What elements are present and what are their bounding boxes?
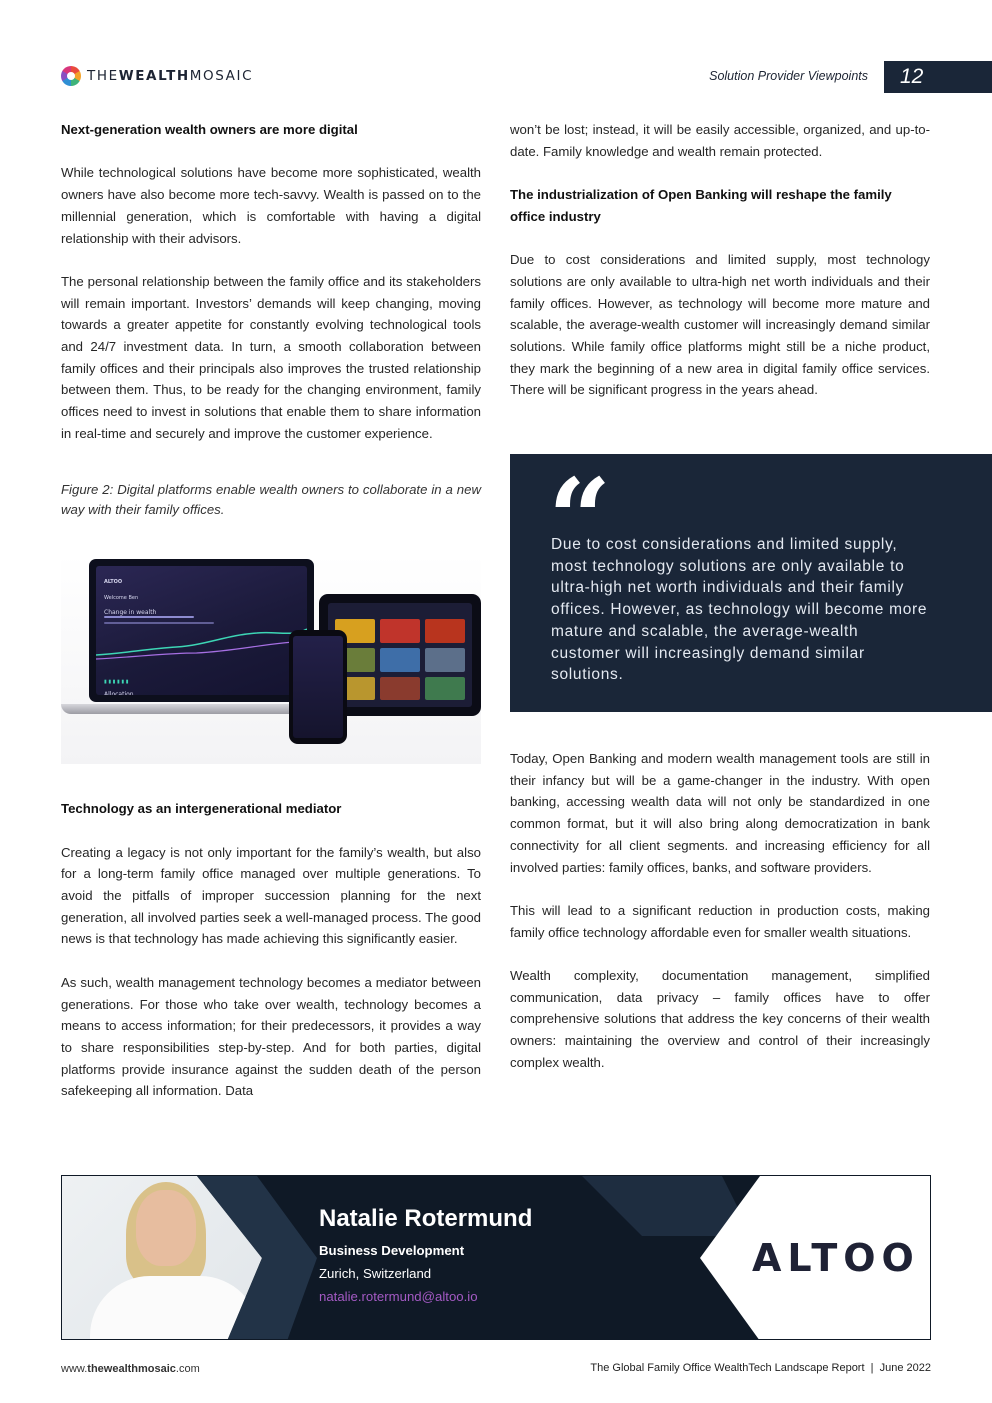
altoo-logo: ALTOO (752, 1236, 920, 1280)
paragraph: Creating a legacy is not only important for the family’s wealth, but also for a long-term family office managed over multiple generations. To avoid the pitfalls of improper succession planning for the next generation, all involved parties seek a well-managed process. The good news is that technology has made achieving this significantly easier. (61, 844, 481, 947)
laptop-change: Change in wealth (104, 609, 157, 617)
footer-url-link[interactable] (61, 1363, 200, 1375)
heading-intergenerational: Technology as an intergenerational mediator (61, 801, 342, 817)
footer-report-title: The Global Family Office WealthTech Landscape Report | June 2022 (590, 1362, 931, 1374)
contact-role: Business Development (319, 1243, 465, 1258)
logo-text-bold: WEALTH (118, 68, 190, 84)
page-number: 12 (884, 61, 992, 93)
paragraph: As such, wealth management technology becomes a mediator between generations. For those who take over wealth, technology becomes a means to access information; for their predecessors, it provides a way to share responsibilities step-by-step. And for both parties, digital platforms provide insurance against the sudden death of the person safekeeping all information. Data (61, 974, 481, 1099)
heading-next-generation: Next-generation wealth owners are more digital (61, 122, 358, 137)
right-column-top (510, 119, 930, 401)
logo-text (87, 68, 253, 84)
contact-location: Zurich, Switzerland (319, 1266, 432, 1281)
wealth-mosaic-logo[interactable] (61, 66, 253, 86)
quote-text: Due to cost considerations and limited supply, most technology solutions are only available to ultra-high net worth individuals and their family offices. However, as technology will become more mature and scalable, the average-wealth customer will increasingly demand similar solutions. (551, 536, 928, 684)
paragraph: won’t be lost; instead, it will be easily accessible, organized, and up-to-date. Family knowledge and wealth remain protected. (510, 122, 930, 159)
left-column (61, 119, 481, 1102)
laptop-screen (96, 566, 307, 695)
paragraph: Wealth complexity, documentation management, simplified communication, data privacy – family offices have to offer comprehensive solutions that address the key concerns of their wealth owners: maintaining the overview and control of their increasingly complex wealth. (510, 968, 930, 1070)
phone-device (289, 630, 347, 744)
contact-card (61, 1175, 931, 1340)
devices-figure (61, 554, 481, 764)
section-label: Solution Provider Viewpoints (709, 69, 868, 83)
right-column-bottom (510, 748, 930, 1074)
laptop-allocation: Allocation (104, 691, 134, 696)
footer-url-bold: thewealthmosaic (87, 1363, 176, 1375)
laptop-brand: ALTOO (104, 579, 123, 586)
photo-tile (380, 648, 420, 672)
logo-text-pre: THE (87, 68, 119, 84)
wealth-chart-icon (96, 623, 307, 663)
tablet-screen (328, 603, 472, 707)
logo-mosaic-icon (61, 66, 81, 86)
laptop-device (89, 559, 314, 702)
photo-tile (380, 619, 420, 643)
ui-line (104, 616, 194, 618)
paragraph: The personal relationship between the family office and its stakeholders will remain important. Investors’ demands will keep changing, moving towards a greater appetite for constantly evolving technological tools and 24/7 investment data. In turn, a smooth collaboration between family offices and their principals also improves the trusted relationship between them. Thus, to be ready for the changing environment, family offices need to invest in solutions that enable them to share information in real-time and securely and improve the customer experience. (61, 273, 481, 441)
photo-tile (380, 677, 420, 701)
footer-url-post: .com (175, 1363, 200, 1375)
phone-screen (293, 636, 343, 738)
avatar-face (136, 1190, 196, 1266)
contact-email-link[interactable]: natalie.rotermund@altoo.io (319, 1289, 478, 1304)
photo-tile (425, 648, 465, 672)
figure-caption: Figure 2: Digital platforms enable wealth owners to collaborate in a new way with their family offices. (61, 482, 481, 518)
photo-tile (425, 619, 465, 643)
logo-text-post: MOSAIC (189, 68, 254, 84)
paragraph: While technological solutions have become more sophisticated, wealth owners have also become more tech-savvy. Wealth is passed on to the millennial generation, which is comfortable with having a digital relationship with their advisors. (61, 165, 481, 246)
ui-value: ▮ ▮ ▮ ▮ ▮ ▮ (104, 679, 129, 686)
heading-open-banking: The industrialization of Open Banking will reshape the family office industry (510, 187, 892, 224)
footer-url-pre: www. (61, 1363, 88, 1375)
paragraph: Today, Open Banking and modern wealth management tools are still in their infancy but will be a game-changer in the industry. With open banking, accessing wealth data will not only be standardized in one common format, but it will also bring along democratization in bank connectivity for all client segments. and increasing efficiency for all involved parties: family offices, banks, and software providers. (510, 751, 930, 875)
contact-name: Natalie Rotermund (319, 1205, 533, 1232)
quote-mark-icon: “ (548, 454, 612, 583)
paragraph: This will lead to a significant reduction in production costs, making family office technology affordable even for smaller wealth situations. (510, 902, 930, 940)
pull-quote (510, 454, 992, 712)
laptop-welcome: Welcome Ben (104, 595, 139, 602)
paragraph: Due to cost considerations and limited supply, most technology solutions are only available to ultra-high net worth individuals and their family offices. However, as technology will become more mature and scalable, the average-wealth customer will increasingly demand similar solutions. While family office platforms might still be a niche product, they mark the beginning of a new area in digital family office services. There will be significant progress in the years ahead. (510, 252, 930, 398)
photo-tile (425, 677, 465, 701)
